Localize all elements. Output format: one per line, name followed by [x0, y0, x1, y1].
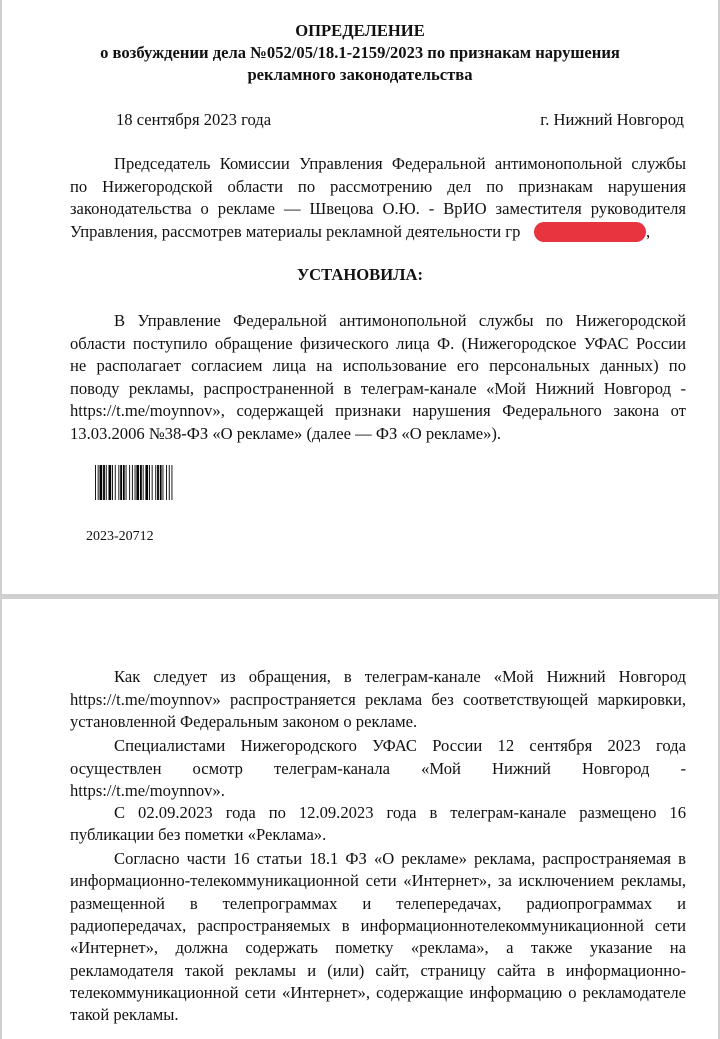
text-line: Председатель Комиссии Управления Федеральной антимонопольной службы [114, 154, 686, 173]
text-line: https://t.me/moynnov». [70, 781, 225, 800]
barcode-bar [100, 465, 103, 500]
barcode-bar [163, 465, 164, 500]
barcode-bar [120, 465, 122, 500]
barcode-bar [145, 465, 148, 500]
barcode-bar [166, 465, 167, 500]
barcode-bar [172, 465, 173, 500]
barcode-bar [123, 465, 125, 500]
text-line: такой рекламы. [70, 1005, 179, 1024]
text-line: В Управление Федеральной антимонопольной службы по Нижегородской [114, 311, 686, 330]
text-line: , [646, 222, 651, 241]
text-line: рекламодателя такой рекламы и (или) сайт, страницу сайта в информационно- [70, 961, 686, 980]
barcode-bar [118, 465, 119, 500]
text-line: радиопередачах, распространяемых в информационнотелекоммуникационной сети [70, 916, 686, 935]
barcode-bar [112, 465, 113, 500]
redaction-mark [534, 222, 646, 242]
text-line: Согласно части 16 статьи 18.1 ФЗ «О рекламе» реклама, распространяемая в [114, 849, 686, 868]
text-line: информационно-телекоммуникационной сети «Интернет», за исключением рекламы, [70, 871, 686, 890]
text-line: размещенной в телепрограммах и телепередачах, радиопрограммах и [70, 894, 686, 913]
text-line: https://t.me/moynnov» распространяется реклама без соответствующей маркировки, [70, 690, 686, 709]
barcode-bar [143, 465, 144, 500]
text-line: по Нижегородской области по рассмотрению дел по признакам нарушения [70, 177, 686, 196]
text-line: телекоммуникационной сети «Интернет», содержащие информацию о рекламодателе [70, 983, 686, 1002]
document-subtitle: рекламного законодательства [247, 65, 473, 84]
barcode-bar [140, 465, 142, 500]
barcode-bar [155, 465, 156, 500]
text-line: осуществлен осмотр телеграм-канала «Мой Нижний Новгород - [70, 759, 686, 778]
text-line: «Интернет», должна содержать пометку «реклама», а также указание на [70, 938, 686, 957]
barcode-bar [103, 465, 105, 500]
barcode-bar [135, 465, 136, 500]
barcode-bar [95, 465, 96, 500]
barcode [95, 465, 173, 500]
barcode-bar [160, 465, 162, 500]
barcode-bar [149, 465, 150, 500]
text-line: поводу рекламы, распространенной в телеграм-канале «Мой Нижний Новгород - [70, 379, 686, 398]
barcode-bar [132, 465, 133, 500]
barcode-bar [98, 465, 99, 500]
document-page-1 [2, 0, 718, 594]
section-heading: УСТАНОВИЛА: [296, 265, 424, 284]
text-line: публикации без пометки «Реклама». [70, 825, 327, 844]
text-line: законодательства о рекламе — Швецова О.Ю. - ВрИО заместителя руководителя [70, 199, 686, 218]
text-line: не располагает согласием лица на использование его персональных данных) по [70, 356, 686, 375]
barcode-bar [152, 465, 153, 500]
document-date: 18 сентября 2023 года [116, 110, 272, 129]
barcode-bar [106, 465, 107, 500]
barcode-bar [126, 465, 127, 500]
text-line: С 02.09.2023 года по 12.09.2023 года в телеграм-канале размещено 16 [114, 803, 686, 822]
barcode-bar [115, 465, 116, 500]
barcode-bar [136, 465, 139, 500]
text-line: https://t.me/moynnov», содержащей признаки нарушения Федерального закона от [70, 401, 686, 420]
text-line: Как следует из обращения, в телеграм-канале «Мой Нижний Новгород [114, 667, 686, 686]
text-line: Специалистами Нижегородского УФАС России 12 сентября 2023 года [114, 736, 686, 755]
document-title: ОПРЕДЕЛЕНИЕ [295, 21, 425, 40]
barcode-bar [169, 465, 170, 500]
document-number: 2023-20712 [86, 529, 154, 544]
text-line: 13.03.2006 №38-ФЗ «О рекламе» (далее — ФЗ «О рекламе»). [70, 424, 502, 443]
document-city: г. Нижний Новгород [540, 110, 684, 129]
document-page-2 [2, 599, 718, 1039]
document-subtitle: о возбуждении дела №052/05/18.1-2159/2023 по признакам нарушения [100, 43, 620, 62]
barcode-bar [157, 465, 159, 500]
text-line: области поступило обращение физического лица Ф. (Нижегородское УФАС России [70, 334, 686, 353]
text-line: Управления, рассмотрев материалы рекламной деятельности гр [70, 222, 521, 241]
barcode-bar [109, 465, 112, 500]
text-line: установленной Федеральным законом о рекламе. [70, 712, 418, 731]
barcode-bar [129, 465, 130, 500]
